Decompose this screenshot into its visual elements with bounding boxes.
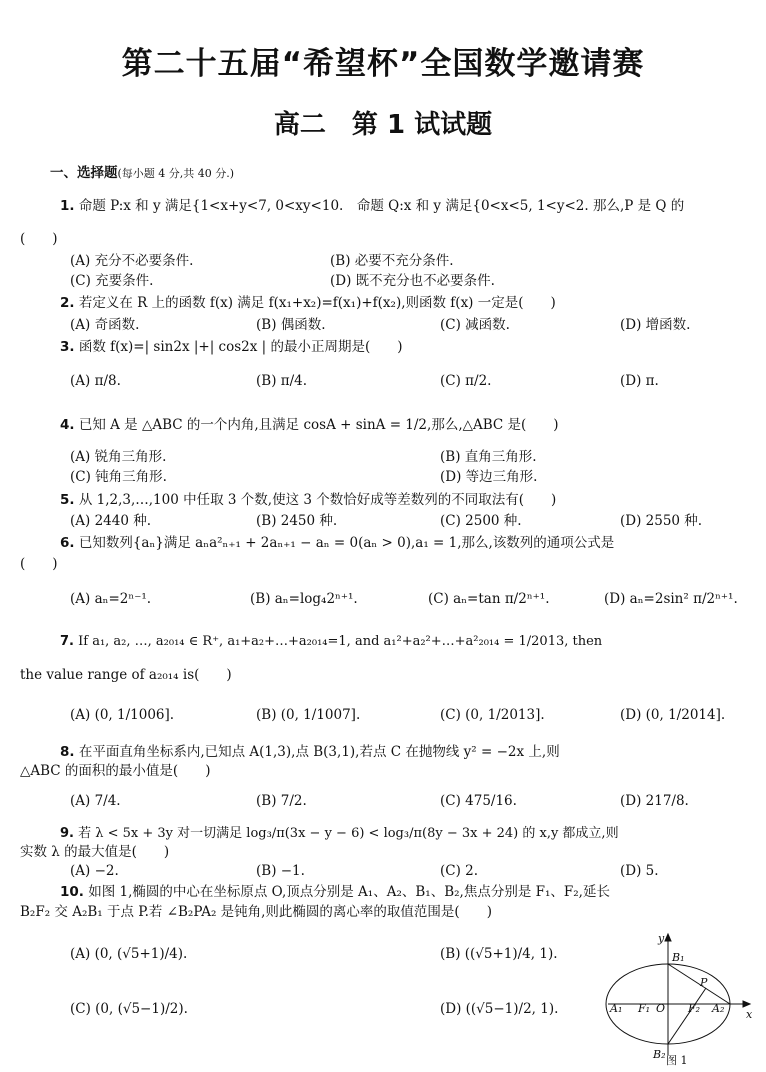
option-a: (A) 充分不必要条件. [70,253,194,269]
section-heading [50,164,234,183]
option-c: (C) aₙ=tan π/2ⁿ⁺¹. [428,591,550,607]
option-b: (B) 2450 种. [256,513,338,529]
question-9-continued: 实数 λ 的最大值是( ) [20,844,170,860]
question-5 [60,491,556,509]
question-text: If a₁, a₂, …, a₂₀₁₄ ∈ R⁺, a₁+a₂+…+a₂₀₁₄=1, and a₁²+a₂²+…+a²₂₀₁₄ = 1/2013, then [78,634,603,649]
label-f1: F₁ [638,1002,651,1015]
option-b: (B) 7/2. [256,793,307,809]
label-b1: B₁ [672,951,685,964]
question-6 [60,534,614,552]
question-text: 已知数列{aₙ}满足 aₙa²ₙ₊₁ + 2aₙ₊₁ − aₙ = 0(aₙ > 0),a₁ = 1,那么,该数列的通项公式是 [78,535,615,551]
option-b: (B) 直角三角形. [440,449,537,465]
question-number: 8. [60,744,75,760]
option-a: (A) 锐角三角形. [70,449,167,465]
page-subtitle: 高二 第 1 试试题 [273,110,493,140]
option-d: (D) 既不充分也不必要条件. [330,273,495,289]
option-b: (B) 必要不充分条件. [330,253,454,269]
label-x: x [746,1008,753,1021]
option-d: (D) 增函数. [620,317,691,333]
option-d: (D) π. [620,373,659,389]
label-a1: A₁ [610,1002,623,1015]
option-d: (D) (0, 1/2014]. [620,707,726,723]
option-a: (A) −2. [70,863,119,879]
option-d: (D) aₙ=2sin² π/2ⁿ⁺¹. [604,591,738,607]
answer-blank: ( ) [20,556,58,572]
option-c: (C) 减函数. [440,317,510,333]
question-number: 4. [60,417,75,433]
option-c: (C) (0, 1/2013]. [440,707,545,723]
question-number: 5. [60,492,75,508]
option-d: (D) 217/8. [620,793,689,809]
option-c: (C) π/2. [440,373,492,389]
option-c: (C) 钝角三角形. [70,469,167,485]
question-8-continued: △ABC 的面积的最小值是( ) [20,763,211,779]
question-number: 2. [60,295,75,311]
question-text: 函数 f(x)=| sin2x |+| cos2x | 的最小正周期是( ) [78,339,403,355]
option-c: (C) 2500 种. [440,513,522,529]
page-title: 第二十五届“希望杯”全国数学邀请赛 [121,46,645,82]
question-1 [60,197,684,215]
label-b2: B₂ [653,1048,666,1061]
option-a: (A) 2440 种. [70,513,152,529]
option-a: (A) aₙ=2ⁿ⁻¹. [70,591,152,607]
question-text: 若 λ < 5x + 3y 对一切满足 log₃/π(3x − y − 6) < log₃/π(8y − 3x + 24) 的 x,y 都成立,则 [78,826,619,841]
question-text: 在平面直角坐标系内,已知点 A(1,3),点 B(3,1),若点 C 在抛物线 y² = −2x 上,则 [78,744,560,760]
question-number: 10. [60,884,84,900]
section-note: (每小题 4 分,共 40 分.) [117,167,235,180]
option-d: (D) ((√5−1)/2, 1). [440,1001,559,1017]
option-b: (B) 偶函数. [256,317,326,333]
section-title: 一、选择题 [50,165,118,181]
option-d: (D) 2550 种. [620,513,703,529]
option-a: (A) (0, 1/1006]. [70,707,175,723]
label-a2: A₂ [712,1002,725,1015]
option-a: (A) 7/4. [70,793,121,809]
figure-caption: 图 1 [666,1054,688,1067]
option-b: (B) aₙ=log₄2ⁿ⁺¹. [250,591,358,607]
option-c: (C) (0, (√5−1)/2). [70,1001,188,1017]
question-10 [60,883,610,901]
question-text: 已知 A 是 △ABC 的一个内角,且满足 cosA + sinA = 1/2,那么,△ABC 是( ) [78,417,559,433]
question-9 [60,825,619,843]
segment-b2-p [668,988,706,1044]
question-4 [60,416,559,434]
question-text: 命题 P:x 和 y 满足{1<x+y<7, 0<xy<10. 命题 Q:x 和 y 满足{0<x<5, 1<y<2. 那么,P 是 Q 的 [78,198,685,214]
option-c: (C) 2. [440,863,479,879]
question-number: 9. [60,826,74,841]
answer-blank: ( ) [20,231,58,247]
option-a: (A) π/8. [70,373,121,389]
option-b: (B) (0, 1/1007]. [256,707,361,723]
question-number: 6. [60,535,75,551]
question-3 [60,338,403,356]
option-b: (B) π/4. [256,373,308,389]
option-d: (D) 等边三角形. [440,469,538,485]
question-7-continued: the value range of a₂₀₁₄ is( ) [20,667,232,683]
label-p: P [700,976,708,989]
label-o: O [656,1002,666,1015]
question-8 [60,743,560,761]
question-text: 若定义在 R 上的函数 f(x) 满足 f(x₁+x₂)=f(x₁)+f(x₂),则函数 f(x) 一定是( ) [78,295,556,311]
option-b: (B) ((√5+1)/4, 1). [440,946,558,962]
y-axis-arrow [665,934,671,941]
question-2 [60,294,556,312]
option-b: (B) −1. [256,863,305,879]
label-f2: F₂ [688,1002,701,1015]
option-c: (C) 475/16. [440,793,517,809]
question-number: 1. [60,198,75,214]
question-10-continued: B₂F₂ 交 A₂B₁ 于点 P.若 ∠B₂PA₂ 是钝角,则此椭圆的离心率的取值范围是( ) [20,904,492,920]
ellipse-figure [600,930,760,1070]
option-a: (A) 奇函数. [70,317,140,333]
question-number: 3. [60,339,75,355]
x-axis-arrow [743,1001,750,1007]
question-7 [60,633,602,651]
question-text: 如图 1,椭圆的中心在坐标原点 O,顶点分别是 A₁、A₂、B₁、B₂,焦点分别是 F₁、F₂,延长 [88,884,610,900]
label-y: y [658,932,665,945]
option-c: (C) 充要条件. [70,273,154,289]
question-number: 7. [60,634,74,649]
option-d: (D) 5. [620,863,659,879]
option-a: (A) (0, (√5+1)/4). [70,946,188,962]
question-text: 从 1,2,3,…,100 中任取 3 个数,使这 3 个数恰好成等差数列的不同取法有( ) [78,492,557,508]
